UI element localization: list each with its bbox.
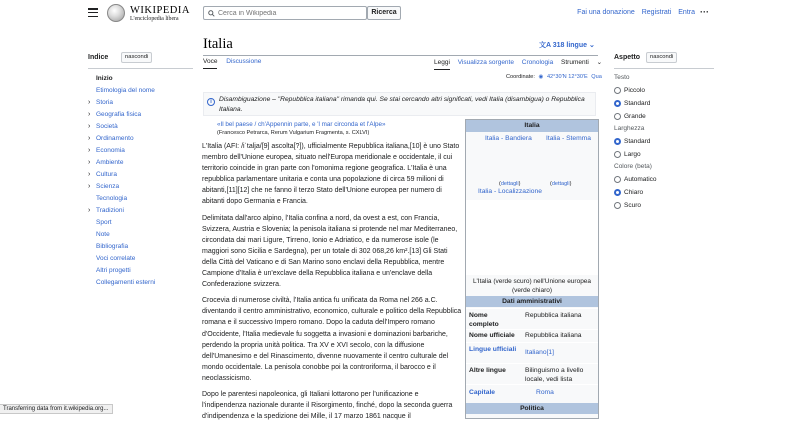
disambiguation-text: Disambiguazione – "Repubblica italiana" rimanda qui. Se stai cercando altri significati, vedi Italia (disambigua) o Repubblica Italiana. xyxy=(219,96,585,113)
appearance-group-label: Colore (beta) xyxy=(614,163,652,170)
toc-item-label: Storia xyxy=(96,99,113,106)
row-value: Repubblica italiana xyxy=(525,332,582,339)
toc-item[interactable] xyxy=(88,133,198,145)
search-button[interactable]: Ricerca xyxy=(367,6,401,20)
radio-option[interactable] xyxy=(614,135,714,148)
chevron-down-icon: ⌄ xyxy=(596,59,603,66)
chevron-right-icon[interactable]: › xyxy=(88,99,91,106)
radio-button[interactable] xyxy=(614,87,621,94)
infobox-row xyxy=(466,363,598,383)
section-admin-data: Dati amministrativi xyxy=(466,296,598,307)
toc-item-label: Altri progetti xyxy=(96,267,131,274)
infobox-images xyxy=(466,132,598,187)
toc-item[interactable] xyxy=(88,121,198,133)
toc-item[interactable] xyxy=(88,109,198,121)
table-of-contents xyxy=(88,54,198,289)
namespace-tabs xyxy=(203,58,268,65)
tools-label: Strumenti xyxy=(561,59,589,66)
chevron-right-icon[interactable]: › xyxy=(88,135,91,142)
paragraph: Dopo le parentesi napoleonica, gli Italiani lottarono per l'unificazione e l'indipendenza nazionale durante il Risorgimento, finché, dopo la seconda guerra d'indipendenza e la spedizione dei Mille, il 17 marzo 1861 nacque il xyxy=(202,390,453,421)
search-icon xyxy=(208,10,215,17)
article-body xyxy=(202,141,462,427)
radio-option[interactable] xyxy=(614,173,714,186)
infobox-row xyxy=(466,384,598,402)
arms-label[interactable]: Italia - Stemma xyxy=(546,135,591,142)
radio-option[interactable] xyxy=(614,110,714,123)
radio-button[interactable] xyxy=(614,202,621,209)
toc-item[interactable] xyxy=(88,241,198,253)
toc-hide-button[interactable]: nascondi xyxy=(121,52,152,63)
toc-item-label: Etimologia del nome xyxy=(96,87,155,94)
tab-article[interactable]: Voce xyxy=(203,58,217,69)
radio-option[interactable] xyxy=(614,199,714,212)
row-value[interactable]: Italiano[1] xyxy=(525,349,554,356)
toc-item[interactable] xyxy=(88,157,198,169)
toc-item[interactable] xyxy=(88,205,198,217)
radio-label: Largo xyxy=(624,151,641,158)
row-key[interactable]: Lingue ufficiali xyxy=(469,346,517,353)
radio-button[interactable] xyxy=(614,151,621,158)
paragraph: L'Italia (AFI: /iˈtalja/[9] ascolta[?]), ufficialmente Repubblica italiana,[10] è uno Stato membro dell'Unione europea, situato nell'Europa meridionale e occidentale, il cui territorio coincide in gran parte con l'omonima regione geografica. L'Italia è una repubblica parlamentare unitaria e conta una popolazione di circa 59 milioni di abitanti,[11][12] che ne fanno il terzo Stato dell'Unione europea per numero di abitanti dopo Germania e Francia. xyxy=(202,143,460,206)
toc-item[interactable] xyxy=(88,181,198,193)
toc-item[interactable] xyxy=(88,97,198,109)
location-map-label[interactable]: Italia - Localizzazione xyxy=(478,188,542,195)
login-link[interactable]: Entra xyxy=(678,9,695,16)
row-key: Nome completo xyxy=(469,312,499,328)
register-link[interactable]: Registrati xyxy=(641,9,672,16)
quote-text[interactable]: «Il bel paese / ch'Appennin parte, e 'l mar circonda et l'Alpe» xyxy=(217,121,386,128)
paragraph: Crocevia di numerose civiltà, l'Italia antica fu unificata da Roma nel 266 a.C. diventando il centro amministrativo, economico, culturale e politico della Repubblica romana e il successivo Impero romano. Dopo la caduta dell'Impero romano d'Occidente, l'Italia medievale fu soggetta a invasioni e dominazioni barbariche, perdendo la propria unità politica. Tra XV e XVI secolo, con la diffusione dell'Umanesimo e del Rinascimento, divenne nuovamente il centro culturale del mondo occidentale. La penisola conobbe poi la controriforma, il barocco e il neoclassicismo. xyxy=(202,297,462,382)
coordinates-map-link[interactable]: Qua xyxy=(591,74,602,80)
section-politics: Politica xyxy=(466,403,598,414)
chevron-right-icon[interactable]: › xyxy=(88,183,91,190)
appearance-panel xyxy=(614,54,714,212)
toc-item[interactable] xyxy=(88,229,198,241)
flag-image-link[interactable] xyxy=(485,134,539,171)
radio-button[interactable] xyxy=(614,176,621,183)
radio-label: Standard xyxy=(624,138,651,145)
appearance-title: Aspetto xyxy=(614,54,641,61)
row-key[interactable]: Capitale xyxy=(469,389,496,396)
toc-item-label: Economia xyxy=(96,147,125,154)
radio-option[interactable] xyxy=(614,97,714,110)
chevron-right-icon[interactable]: › xyxy=(88,207,91,214)
row-key: Altre lingue xyxy=(469,367,506,374)
row-value: Bilinguismo a livello locale, vedi lista xyxy=(525,367,584,383)
toc-item-label: Cultura xyxy=(96,171,117,178)
info-icon: i xyxy=(207,98,215,106)
chevron-down-icon: ⌄ xyxy=(588,42,595,49)
toc-item[interactable] xyxy=(88,277,198,289)
logo-wordmark[interactable]: WIKIPEDIA xyxy=(130,5,190,16)
toc-title: Indice xyxy=(88,54,109,61)
chevron-right-icon[interactable]: › xyxy=(88,171,91,178)
more-options-icon[interactable]: ··· xyxy=(700,7,709,17)
translate-icon: 文A xyxy=(539,42,551,49)
toc-item[interactable] xyxy=(88,73,198,85)
toc-item[interactable] xyxy=(88,85,198,97)
tab-read[interactable]: Leggi xyxy=(434,59,450,70)
infobox xyxy=(465,119,599,419)
flag-details-label[interactable]: dettagli xyxy=(500,181,519,187)
radio-option[interactable] xyxy=(614,84,714,97)
main-menu-icon[interactable] xyxy=(88,8,98,17)
toc-item-label: Note xyxy=(96,231,110,238)
radio-label: Scuro xyxy=(624,202,641,209)
radio-button[interactable] xyxy=(614,113,621,120)
coordinates-label: Coordinate: xyxy=(506,74,535,80)
paragraph: Delimitata dall'arco alpino, l'Italia confina a nord, da ovest a est, con Francia, Svizzera, Austria e Slovenia; la penisola italiana si protende nel mar Mediterraneo, circondata dai mari Ligure, Tirreno, Ionio e Adriatico, e da numerose isole (le maggiori sono Sicilia e Sardegna), per un totale di 302 068,26 km².[13] Gli Stati della Città del Vaticano e di San Marino sono enclavi della Repubblica, mentre Campione d'Italia è un'exclave della Repubblica italiana e un'enclave della Confederazione svizzera. xyxy=(202,214,458,289)
appearance-divider xyxy=(614,68,714,69)
search-box[interactable] xyxy=(203,6,367,20)
appearance-group-label: Larghezza xyxy=(614,125,645,132)
epigraph-quote xyxy=(217,120,457,138)
toc-item-label: Tradizioni xyxy=(96,207,124,214)
toc-item-label: Società xyxy=(96,123,118,130)
coordinates xyxy=(506,74,602,80)
logo-tagline: L'enciclopedia libera xyxy=(130,16,179,22)
flag-details-link[interactable]: (dettagli) xyxy=(499,181,521,187)
radio-option[interactable] xyxy=(614,148,714,161)
language-count: 318 lingue xyxy=(552,42,587,49)
header xyxy=(0,0,800,28)
infobox-row xyxy=(466,329,598,341)
infobox-row xyxy=(466,308,598,328)
toc-item-label: Inizio xyxy=(96,75,113,82)
radio-label: Grande xyxy=(624,113,646,120)
quote-attribution: (Francesco Petrarca, Rerum Vulgarium Fragmenta, s. CXLVI) xyxy=(217,130,370,136)
tab-history[interactable]: Cronologia xyxy=(521,59,554,66)
browser-status-bar: Transferring data from it.wikipedia.org... xyxy=(0,404,113,414)
coordinates-value[interactable]: 42°30′N 12°30′E xyxy=(546,74,588,80)
chevron-right-icon[interactable]: › xyxy=(88,159,91,166)
arms-details-label[interactable]: dettagli xyxy=(551,181,570,187)
view-tabs xyxy=(434,58,614,66)
toc-item-label: Ordinamento xyxy=(96,135,134,142)
appearance-header xyxy=(614,54,714,66)
language-button[interactable] xyxy=(539,40,595,50)
toc-item[interactable] xyxy=(88,265,198,277)
wikipedia-globe-icon[interactable] xyxy=(107,4,125,22)
appearance-hide-button[interactable]: nascondi xyxy=(646,52,677,63)
toc-item[interactable] xyxy=(88,193,198,205)
chevron-right-icon[interactable]: › xyxy=(88,111,91,118)
radio-label: Automatico xyxy=(624,176,657,183)
user-links xyxy=(572,9,695,16)
row-value: Repubblica italiana xyxy=(525,312,582,319)
radio-option[interactable] xyxy=(614,186,714,199)
title-divider xyxy=(203,55,598,56)
toc-item-label: Sport xyxy=(96,219,112,226)
toc-item[interactable] xyxy=(88,217,198,229)
globe-icon[interactable]: ◉ xyxy=(538,74,544,80)
flag-label[interactable]: Italia - Bandiera xyxy=(485,135,532,142)
radio-button[interactable] xyxy=(614,189,621,196)
toc-item-label: Ambiente xyxy=(96,159,124,166)
chevron-right-icon[interactable]: › xyxy=(88,123,91,130)
tab-talk[interactable]: Discussione xyxy=(226,58,262,65)
tab-tools[interactable] xyxy=(561,59,608,66)
appearance-group-label: Testo xyxy=(614,74,630,81)
toc-divider xyxy=(88,68,193,69)
row-value[interactable]: Roma xyxy=(536,389,554,396)
tab-view-source[interactable]: Visualizza sorgente xyxy=(457,59,514,66)
toc-item-label: Bibliografia xyxy=(96,243,129,250)
toc-item-label: Geografia fisica xyxy=(96,111,142,118)
page-title: Italia xyxy=(203,36,233,52)
toc-header xyxy=(88,54,198,66)
toc-item[interactable] xyxy=(88,145,198,157)
infobox-row xyxy=(466,342,598,362)
chevron-right-icon[interactable]: › xyxy=(88,147,91,154)
radio-button[interactable] xyxy=(614,100,621,107)
radio-label: Piccolo xyxy=(624,87,645,94)
toc-item[interactable] xyxy=(88,169,198,181)
toc-item-label: Scienza xyxy=(96,183,120,190)
map-sea xyxy=(466,200,598,275)
toc-item-label: Tecnologia xyxy=(96,195,128,202)
coat-of-arms-image-link[interactable] xyxy=(546,134,600,171)
radio-label: Chiaro xyxy=(624,189,644,196)
toc-item[interactable] xyxy=(88,253,198,265)
infobox-title: Italia xyxy=(466,120,598,132)
location-map[interactable] xyxy=(466,200,598,275)
toc-item-label: Collegamenti esterni xyxy=(96,279,156,286)
arms-details-link[interactable]: (dettagli) xyxy=(550,181,572,187)
donate-link[interactable]: Fai una donazione xyxy=(577,9,635,16)
disambiguation-notice xyxy=(203,92,596,116)
map-caption: L'Italia (verde scuro) nell'Unione europea (verde chiaro) xyxy=(472,278,592,294)
radio-label: Standard xyxy=(624,100,651,107)
toc-item-label: Voci correlate xyxy=(96,255,136,262)
row-key: Nome ufficiale xyxy=(469,332,515,339)
search-input[interactable] xyxy=(218,8,358,19)
radio-button[interactable] xyxy=(614,138,621,145)
